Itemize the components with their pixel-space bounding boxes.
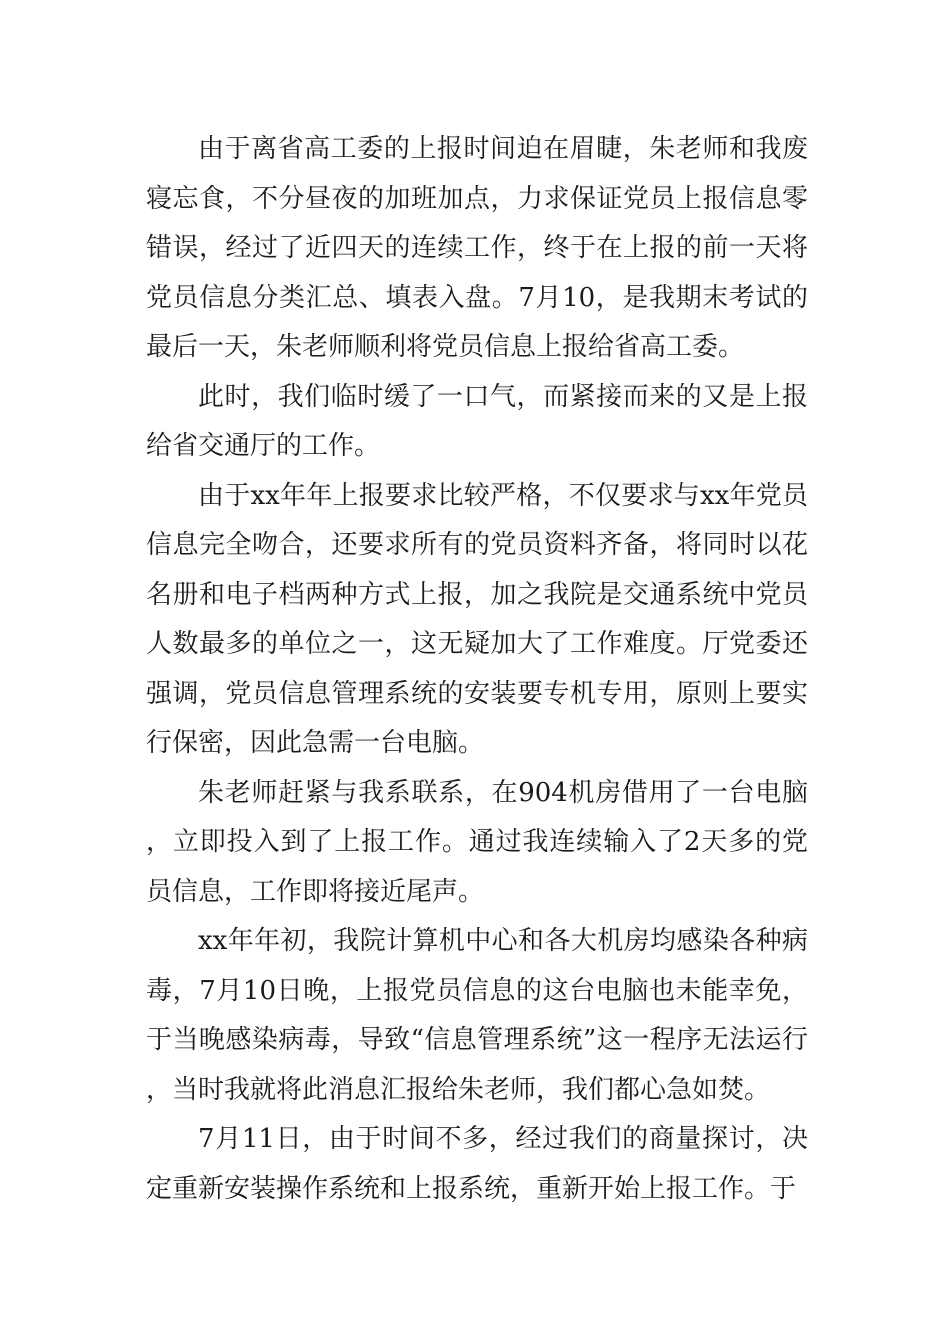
paragraph: 朱老师赶紧与我系联系，在904机房借用了一台电脑，立即投入到了上报工作。通过我连续输入了2天多的党员信息，工作即将接近尾声。 — [146, 777, 808, 907]
paragraph: xx年年初，我院计算机中心和各大机房均感染各种病毒，7月10日晚，上报党员信息的这台电脑也未能幸免，于当晚感染病毒，导致“信息管理系统”这一程序无法运行，当时我就将此消息汇报给朱老师，我们都心急如焚。 — [146, 926, 808, 1105]
paragraph: 此时，我们临时缓了一口气，而紧接而来的又是上报给省交通厅的工作。 — [146, 381, 808, 461]
document-body — [146, 125, 808, 1214]
paragraph: 7月11日，由于时间不多，经过我们的商量探讨，决定重新安装操作系统和上报系统，重新开始上报工作。于 — [146, 1124, 808, 1204]
paragraph: 由于xx年年上报要求比较严格，不仅要求与xx年党员信息完全吻合，还要求所有的党员资料齐备，将同时以花名册和电子档两种方式上报，加之我院是交通系统中党员人数最多的单位之一，这无疑加大了工作难度。厅党委还强调，党员信息管理系统的安装要专机专用，原则上要实行保密，因此急需一台电脑。 — [146, 480, 808, 758]
paragraph: 由于离省高工委的上报时间迫在眉睫，朱老师和我废寝忘食，不分昼夜的加班加点，力求保证党员上报信息零错误，经过了近四天的连续工作，终于在上报的前一天将党员信息分类汇总、填表入盘。7月10，是我期末考试的最后一天，朱老师顺利将党员信息上报给省高工委。 — [146, 134, 808, 362]
